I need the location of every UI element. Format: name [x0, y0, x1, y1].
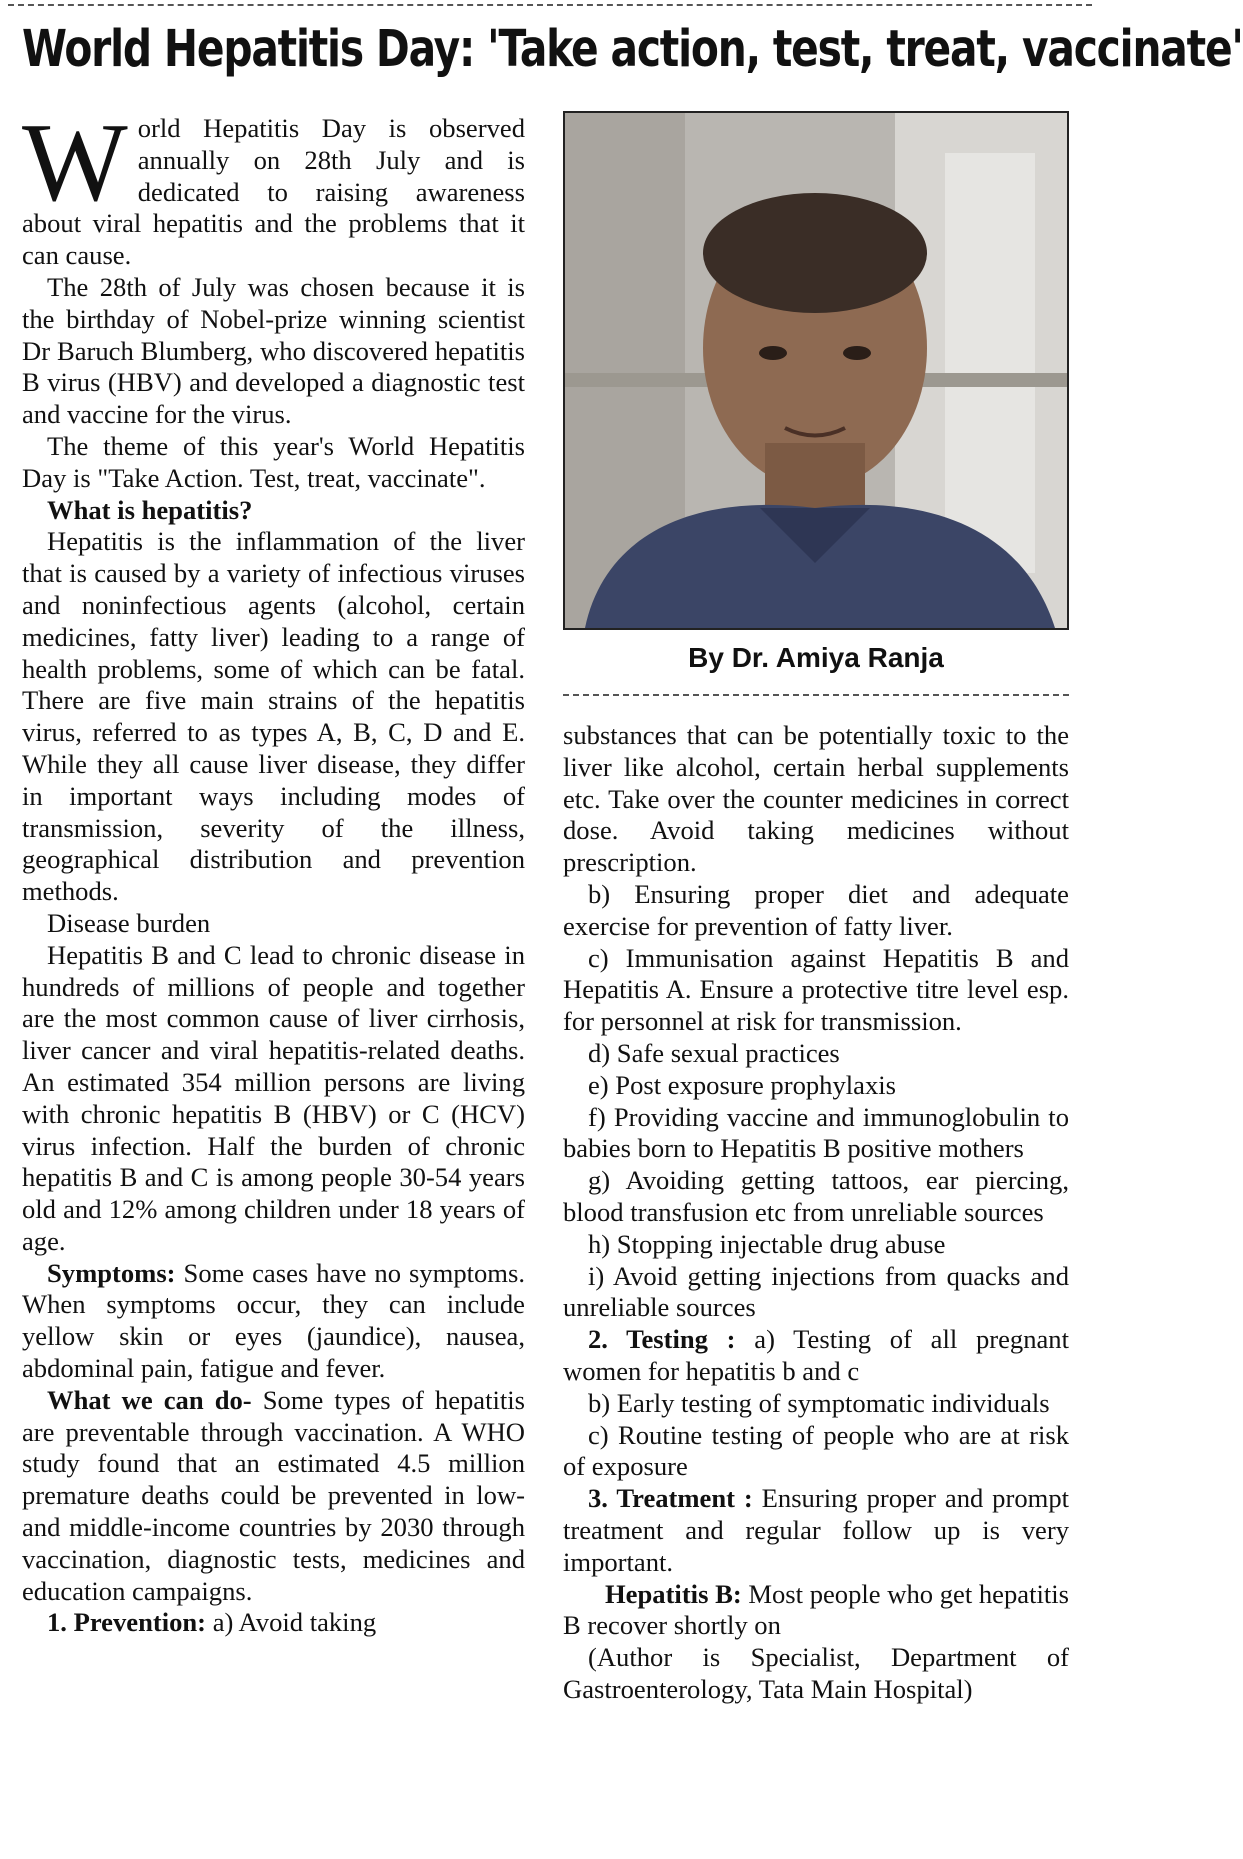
testing-item-c: c) Routine testing of people who are at risk of exposure [563, 1419, 1069, 1482]
what-we-can-do-label: What we can do- [47, 1384, 252, 1415]
left-column [22, 101, 526, 1639]
article-byline: By Dr. Amiya Ranja [688, 642, 944, 673]
paragraph-prevention-continued: substances that can be potentially toxic to the liver like alcohol, certain herbal supplements etc. Take over the counter medicines in correct dose. Avoid taking medicines without prescription. [563, 720, 1069, 878]
author-note: (Author is Specialist, Department of Gastroenterology, Tata Main Hospital) [563, 1642, 1069, 1704]
paragraph-what-we-can-do: What we can do- Some types of hepatitis are preventable through vaccination. A WHO study found that an estimated 4.5 million premature deaths could be prevented in low- and middle-income countries by 2030 through vaccination, diagnostic tests, medicines and education campaigns. [22, 1384, 526, 1606]
author-photo [563, 111, 1069, 630]
paragraph-theme: The theme of this year's World Hepatitis Day is "Take Action. Test, treat, vaccinate". [22, 430, 525, 493]
treatment-label: 3. Treatment : [588, 1483, 753, 1514]
prevention-item-c: c) Immunisation against Hepatitis B and Hepatitis A. Ensure a protective titre level esp. for personnel at risk for transmission. [563, 942, 1069, 1037]
prevention-item-e: e) Post exposure prophylaxis [588, 1069, 896, 1100]
drop-cap: W [22, 101, 128, 225]
paragraph-hepatitis-definition: Hepatitis is the inflammation of the liver that is caused by a variety of infectious viruses and noninfectious agents (alcohol, certain medicines, fatty liver) leading to a range of health problems, some of which can be fatal. There are five main strains of the hepatitis virus, referred to as types A, B, C, D and E. While they all cause liver disease, they differ in important ways including modes of transmission, severity of the illness, geographical distribution and prevention methods. [22, 526, 525, 907]
prevention-item-f: f) Providing vaccine and immunoglobulin to babies born to Hepatitis B positive mothers [563, 1101, 1069, 1164]
prevention-label: 1. Prevention: [47, 1607, 207, 1638]
testing-item-b: b) Early testing of symptomatic individuals [588, 1387, 1050, 1418]
hepatitis-b-label: Hepatitis B: [605, 1578, 742, 1609]
paragraph-treatment: 3. Treatment : Ensuring proper and prompt treatment and regular follow up is very important. [563, 1483, 1069, 1577]
article-headline: World Hepatitis Day: 'Take action, test, treat, vaccinate' [22, 20, 1243, 79]
prevention-item-i: i) Avoid getting injections from quacks and unreliable sources [563, 1260, 1069, 1323]
paragraph-hepatitis-b: Hepatitis B: Most people who get hepatitis B recover shortly on [563, 1578, 1069, 1641]
testing-label: 2. Testing : [588, 1324, 736, 1355]
subheading-disease-burden: Disease burden [47, 907, 211, 938]
intro-paragraph: World Hepatitis Day is observed annually on 28th July and is dedicated to raising awareness about viral hepatitis and the problems that it can cause. [22, 101, 525, 271]
right-column [563, 720, 1069, 1706]
author-photo-illustration [565, 113, 1067, 628]
prevention-item-g: g) Avoiding getting tattoos, ear piercing, blood transfusion etc from unreliable sources [563, 1165, 1069, 1227]
byline-dashed-rule [563, 694, 1069, 696]
symptoms-label: Symptoms: [47, 1257, 176, 1288]
prevention-item-b: b) Ensuring proper diet and adequate exercise for prevention of fatty liver. [563, 878, 1069, 941]
paragraph-disease-burden: Hepatitis B and C lead to chronic disease in hundreds of millions of people and together are the most common cause of liver cirrhosis, liver cancer and viral hepatitis-related deaths. An estimated 354 million persons are living with chronic hepatitis B (HBV) or C (HCV) virus infection. Half the burden of chronic hepatitis B and C is among people 30-54 years old and 12% among children under 18 years of age. [22, 939, 525, 1256]
paragraph-blumberg: The 28th of July was chosen because it is the birthday of Nobel-prize winning scientist Dr Baruch Blumberg, who discovered hepatitis B virus (HBV) and developed a diagnostic test and vaccine for the virus. [22, 271, 525, 430]
prevention-item-d: d) Safe sexual practices [588, 1037, 840, 1068]
prevention-item-h: h) Stopping injectable drug abuse [588, 1228, 946, 1259]
subheading-what-is-hepatitis: What is hepatitis? [47, 494, 253, 525]
paragraph-testing: 2. Testing : a) Testing of all pregnant women for hepatitis b and c [563, 1324, 1069, 1386]
paragraph-symptoms: Symptoms: Some cases have no symptoms. When symptoms occur, they can include yellow skin or eyes (jaundice), nausea, abdominal pain, fatigue and fever. [22, 1257, 525, 1384]
paragraph-prevention-start: 1. Prevention: a) Avoid taking [47, 1607, 377, 1638]
top-dashed-rule [8, 4, 1092, 6]
